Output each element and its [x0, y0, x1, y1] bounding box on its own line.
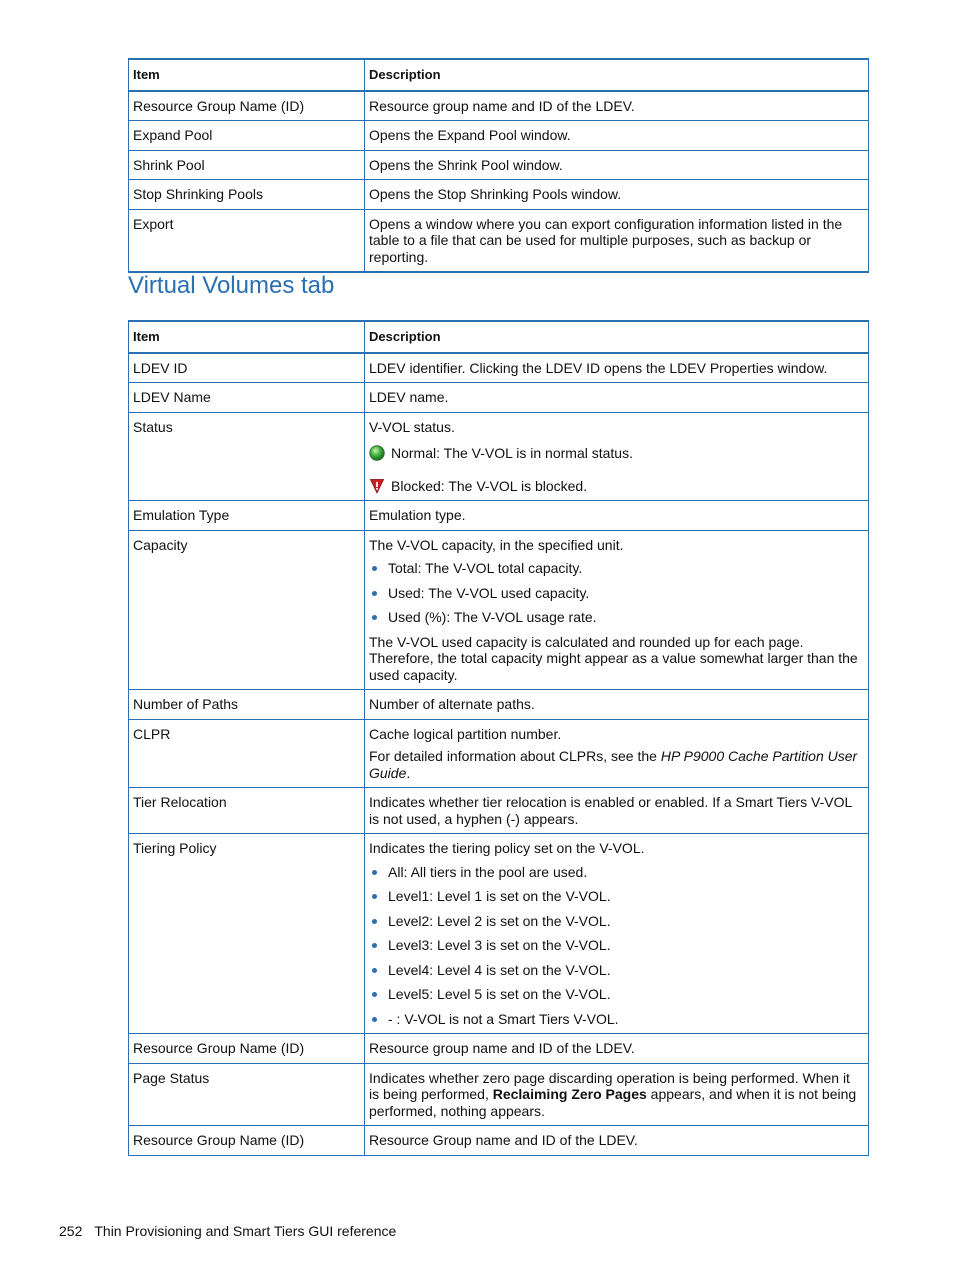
table-row	[129, 1034, 869, 1064]
capacity-note: The V-VOL used capacity is calculated and rounded up for each page. Therefore, the total capacity might appear as a value somewhat larger than the used capacity.	[369, 633, 858, 683]
page-number: 252	[59, 1223, 83, 1239]
item-cell: Tier Relocation	[129, 788, 365, 834]
list-item: Level5: Level 5 is set on the V-VOL.	[369, 986, 863, 1003]
column-header-item: Item	[129, 321, 365, 353]
item-cell: Resource Group Name (ID)	[129, 1126, 365, 1156]
description-cell: Opens a window where you can export configuration information listed in the table to a file that can be used for multiple purposes, such as backup or reporting.	[365, 209, 869, 272]
item-cell: Export	[129, 209, 365, 272]
status-description: V-VOL status.	[369, 418, 455, 435]
table-row	[129, 530, 869, 690]
page-status-text-suffix: appears, and when it is not being performed, nothing appears.	[369, 1086, 857, 1119]
status-blocked-line	[369, 478, 863, 495]
table-row	[129, 353, 869, 383]
table-row	[129, 150, 869, 180]
list-item: Level3: Level 3 is set on the V-VOL.	[369, 937, 863, 954]
table-row	[129, 501, 869, 531]
item-cell: Shrink Pool	[129, 150, 365, 180]
description-cell: Opens the Stop Shrinking Pools window.	[365, 180, 869, 210]
page-footer	[59, 1223, 396, 1239]
section-title: Virtual Volumes tab	[128, 272, 335, 299]
table-row	[129, 1126, 869, 1156]
page-status-text-prefix: Indicates whether zero page discarding operation is being performed. When it is being performed,	[369, 1069, 850, 1102]
reclaiming-zero-pages-term: Reclaiming Zero Pages	[492, 1086, 647, 1102]
list-item: Total: The V-VOL total capacity.	[369, 560, 863, 577]
clpr-note-suffix: .	[406, 764, 411, 781]
guide-reference: HP P9000 Cache Partition User Guide	[369, 748, 858, 781]
description-cell	[365, 412, 869, 501]
description-cell: Resource group name and ID of the LDEV.	[365, 1034, 869, 1064]
item-cell: Resource Group Name (ID)	[129, 91, 365, 121]
list-item: - : V-VOL is not a Smart Tiers V-VOL.	[369, 1011, 863, 1028]
green-status-icon	[369, 445, 385, 461]
table-header-row	[129, 321, 869, 353]
column-header-item: Item	[129, 59, 365, 91]
virtual-volumes-table	[128, 320, 869, 1156]
table-row	[129, 180, 869, 210]
tiering-policy-description: Indicates the tiering policy set on the V-VOL.	[369, 840, 645, 856]
item-cell: Resource Group Name (ID)	[129, 1034, 365, 1064]
description-cell: Number of alternate paths.	[365, 690, 869, 720]
column-header-description: Description	[365, 321, 869, 353]
item-cell: Tiering Policy	[129, 834, 365, 1034]
list-item: Level2: Level 2 is set on the V-VOL.	[369, 913, 863, 930]
item-cell: Number of Paths	[129, 690, 365, 720]
status-blocked-text: Blocked: The V-VOL is blocked.	[391, 477, 588, 494]
description-cell	[365, 530, 869, 690]
pool-actions-table	[128, 58, 869, 273]
clpr-description: Cache logical partition number.	[369, 725, 562, 742]
table-row	[129, 412, 869, 501]
item-cell: Stop Shrinking Pools	[129, 180, 365, 210]
status-normal-text: Normal: The V-VOL is in normal status.	[391, 445, 633, 461]
capacity-bullet-list	[369, 560, 863, 626]
description-cell	[365, 719, 869, 788]
tiering-policy-bullet-list	[369, 864, 863, 1028]
table-row	[129, 719, 869, 788]
list-item: Level1: Level 1 is set on the V-VOL.	[369, 888, 863, 905]
status-normal-line	[369, 445, 863, 462]
description-cell: Opens the Shrink Pool window.	[365, 150, 869, 180]
list-item: Used (%): The V-VOL usage rate.	[369, 609, 863, 626]
description-cell: LDEV identifier. Clicking the LDEV ID opens the LDEV Properties window.	[365, 353, 869, 383]
description-cell	[365, 834, 869, 1034]
description-cell: Indicates whether tier relocation is enabled or enabled. If a Smart Tiers V-VOL is not used, a hyphen (-) appears.	[365, 788, 869, 834]
clpr-note	[369, 748, 863, 781]
item-cell: LDEV Name	[129, 383, 365, 413]
description-cell: Resource group name and ID of the LDEV.	[365, 91, 869, 121]
item-cell: Capacity	[129, 530, 365, 690]
item-cell: LDEV ID	[129, 353, 365, 383]
item-cell: Status	[129, 412, 365, 501]
description-cell: Opens the Expand Pool window.	[365, 121, 869, 151]
table-row	[129, 209, 869, 272]
footer-title: Thin Provisioning and Smart Tiers GUI reference	[94, 1223, 397, 1239]
description-cell: LDEV name.	[365, 383, 869, 413]
item-cell: Emulation Type	[129, 501, 365, 531]
item-cell: Expand Pool	[129, 121, 365, 151]
description-cell	[365, 1063, 869, 1126]
table-row	[129, 91, 869, 121]
capacity-description: The V-VOL capacity, in the specified unit.	[369, 536, 624, 553]
list-item: Used: The V-VOL used capacity.	[369, 585, 863, 602]
table-row	[129, 690, 869, 720]
table-row	[129, 788, 869, 834]
item-cell: Page Status	[129, 1063, 365, 1126]
description-cell: Emulation type.	[365, 501, 869, 531]
column-header-description: Description	[365, 59, 869, 91]
table-header-row	[129, 59, 869, 91]
item-cell: CLPR	[129, 719, 365, 788]
table-row	[129, 383, 869, 413]
description-cell: Resource Group name and ID of the LDEV.	[365, 1126, 869, 1156]
table-row	[129, 121, 869, 151]
red-blocked-icon	[369, 478, 385, 494]
list-item: Level4: Level 4 is set on the V-VOL.	[369, 962, 863, 979]
clpr-note-prefix: For detailed information about CLPRs, see the	[369, 748, 661, 764]
table-row	[129, 834, 869, 1034]
list-item: All: All tiers in the pool are used.	[369, 864, 863, 881]
table-row	[129, 1063, 869, 1126]
